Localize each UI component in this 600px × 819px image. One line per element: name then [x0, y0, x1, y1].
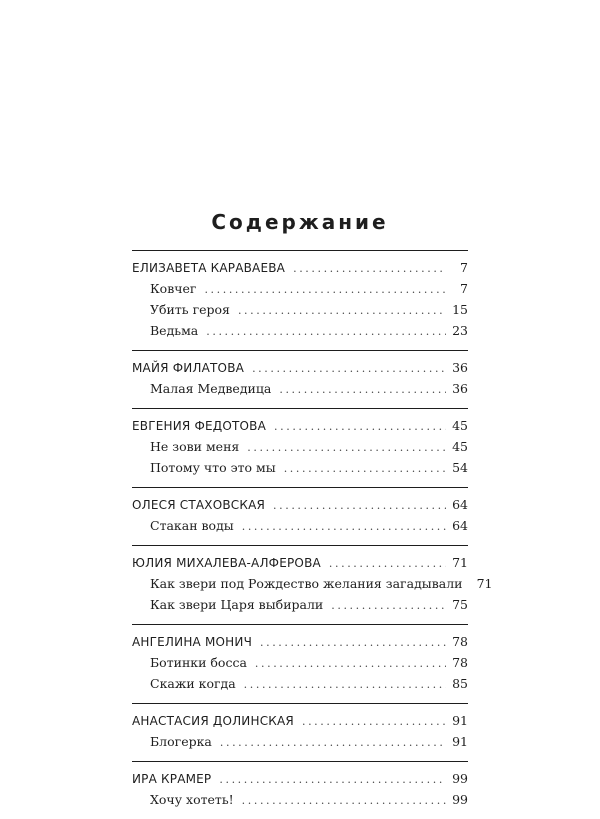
toc-story-entry — [132, 378, 468, 399]
page-number: 91 — [452, 713, 468, 728]
toc-author-entry — [132, 768, 468, 789]
story-title: Ковчег — [150, 281, 197, 296]
author-name: ИРА КРАМЕР — [132, 772, 212, 786]
toc-story-entry — [132, 278, 468, 299]
toc-section — [132, 624, 468, 703]
toc-story-entry — [132, 731, 468, 752]
page-number: 78 — [452, 634, 468, 649]
dot-leader — [273, 495, 446, 516]
page-number: 99 — [452, 771, 468, 786]
dot-leader — [279, 379, 446, 400]
page-number: 64 — [452, 497, 468, 512]
page-number: 36 — [452, 360, 468, 375]
dot-leader — [302, 711, 446, 732]
toc-author-entry — [132, 415, 468, 436]
toc-author-entry — [132, 631, 468, 652]
page-number: 64 — [452, 518, 468, 533]
toc-section — [132, 250, 468, 350]
story-title: Малая Медведица — [150, 381, 272, 396]
dot-leader — [329, 553, 446, 574]
dot-leader — [252, 358, 446, 379]
toc-story-entry — [132, 652, 468, 673]
toc-author-entry — [132, 710, 468, 731]
dot-leader — [274, 416, 446, 437]
story-title: Потому что это мы — [150, 460, 276, 475]
author-name: ОЛЕСЯ СТАХОВСКАЯ — [132, 498, 266, 512]
page-number: 99 — [452, 792, 468, 807]
table-of-contents — [132, 250, 493, 819]
toc-section — [132, 545, 493, 624]
page-number: 54 — [452, 460, 468, 475]
toc-story-entry — [132, 457, 468, 478]
story-title: Как звери под Рождество желания загадывали — [150, 576, 463, 591]
dot-leader — [247, 437, 446, 458]
story-title: Скажи когда — [150, 676, 236, 691]
toc-section — [132, 408, 468, 487]
story-title: Блогерка — [150, 734, 212, 749]
page-number: 71 — [452, 555, 468, 570]
page-number: 7 — [460, 260, 468, 275]
toc-section — [132, 703, 468, 761]
page-title: Содержание — [211, 210, 389, 234]
toc-author-entry — [132, 552, 468, 573]
author-name: ЕВГЕНИЯ ФЕДОТОВА — [132, 419, 267, 433]
page-number: 45 — [452, 418, 468, 433]
story-title: Хочу хотеть! — [150, 792, 234, 807]
toc-author-entry — [132, 357, 468, 378]
dot-leader — [242, 516, 446, 537]
toc-story-entry — [132, 594, 468, 615]
dot-leader — [244, 674, 446, 695]
toc-story-entry — [132, 789, 468, 810]
toc-story-entry — [132, 673, 468, 694]
story-title: Не зови меня — [150, 439, 240, 454]
dot-leader — [242, 790, 446, 811]
toc-section — [132, 350, 468, 408]
dot-leader — [219, 769, 446, 790]
author-name: ЮЛИЯ МИХАЛЕВА-АЛФЕРОВА — [132, 556, 321, 570]
toc-story-entry — [132, 515, 468, 536]
story-title: Убить героя — [150, 302, 230, 317]
toc-section — [132, 487, 468, 545]
page-number: 85 — [452, 676, 468, 691]
page-number: 7 — [460, 281, 468, 296]
dot-leader — [238, 300, 446, 321]
toc-story-entry — [132, 436, 468, 457]
page-number: 36 — [452, 381, 468, 396]
page-number: 15 — [452, 302, 468, 317]
story-title: Ботинки босса — [150, 655, 247, 670]
story-title: Ведьма — [150, 323, 199, 338]
dot-leader — [206, 321, 446, 342]
toc-author-entry — [132, 257, 468, 278]
dot-leader — [260, 632, 446, 653]
page-number: 91 — [452, 734, 468, 749]
author-name: ЕЛИЗАВЕТА КАРАВАЕВА — [132, 261, 286, 275]
page-number: 23 — [452, 323, 468, 338]
toc-section — [132, 761, 468, 819]
page-number: 45 — [452, 439, 468, 454]
dot-leader — [284, 458, 446, 479]
dot-leader — [293, 258, 446, 279]
page-number: 71 — [476, 576, 493, 591]
story-title: Стакан воды — [150, 518, 234, 533]
author-name: АНАСТАСИЯ ДОЛИНСКАЯ — [132, 714, 294, 728]
toc-story-entry — [132, 299, 468, 320]
dot-leader — [255, 653, 446, 674]
toc-story-entry — [132, 573, 493, 594]
dot-leader — [204, 279, 446, 300]
page-number: 75 — [452, 597, 468, 612]
author-name: АНГЕЛИНА МОНИЧ — [132, 635, 253, 649]
author-name: МАЙЯ ФИЛАТОВА — [132, 361, 245, 375]
page-number: 78 — [452, 655, 468, 670]
dot-leader — [331, 595, 446, 616]
toc-author-entry — [132, 494, 468, 515]
story-title: Как звери Царя выбирали — [150, 597, 324, 612]
toc-story-entry — [132, 320, 468, 341]
